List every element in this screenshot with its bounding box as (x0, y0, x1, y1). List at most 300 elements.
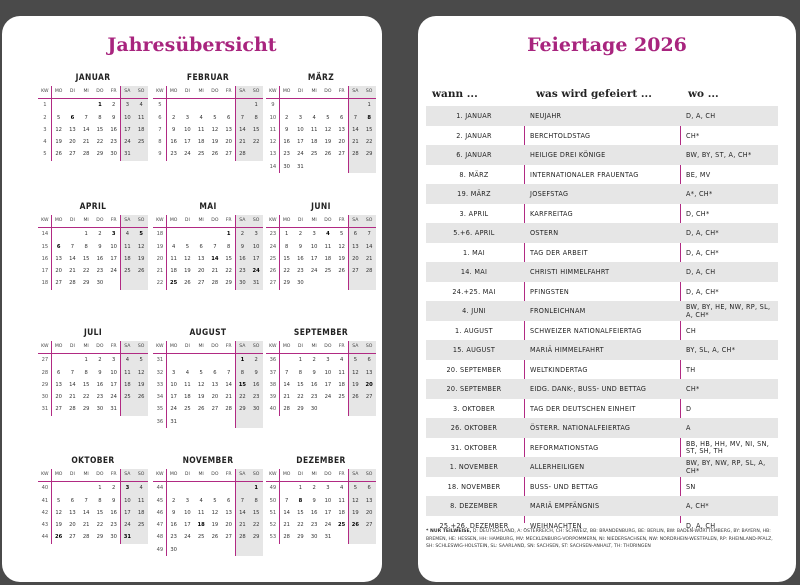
day-cell: 7 (349, 112, 363, 124)
holiday-regions: CH* (686, 130, 700, 140)
day-cell: 11 (310, 126, 318, 133)
day-cell: 29 (82, 406, 90, 413)
weekday-header: MI (307, 469, 321, 482)
holiday-regions: D, CH* (686, 208, 710, 218)
day-cell: 18 (338, 509, 345, 516)
month-calendar (153, 72, 263, 161)
day-cell: 21 (211, 268, 219, 275)
day-cell (208, 482, 222, 494)
day-cell: 8 (84, 243, 88, 250)
day-cell: 5 (213, 497, 217, 504)
day-cell: 14 (211, 255, 219, 262)
weekday-header: SO (362, 215, 376, 228)
day-cell: 8 (84, 369, 88, 376)
grid-line (120, 469, 121, 544)
month-name: AUGUST (189, 327, 227, 337)
day-cell: 13 (197, 255, 205, 262)
grid-line (348, 469, 349, 544)
day-cell: 19 (349, 379, 363, 391)
day-cell: 21 (236, 519, 250, 531)
week-number: 23 (269, 231, 277, 238)
day-cell: 20 (69, 522, 76, 529)
table-row (426, 204, 778, 224)
day-cell: 14 (82, 126, 90, 133)
week-number: 34 (156, 394, 164, 401)
day-cell: 1 (98, 102, 102, 109)
day-cell: 1 (298, 485, 303, 492)
weekday-header: MO (280, 215, 294, 228)
week-number: 28 (41, 369, 49, 376)
day-cell: 5 (213, 114, 217, 121)
day-cell: 23 (283, 151, 290, 158)
week-number: 15 (41, 243, 49, 250)
day-cell: 28 (225, 406, 232, 413)
day-cell: 30 (110, 151, 117, 158)
day-cell: 25 (121, 391, 135, 403)
table-row (426, 360, 778, 380)
day-cell: 27 (349, 265, 363, 277)
day-cell: 13 (55, 381, 62, 388)
holiday-regions: D, A, CH (686, 267, 716, 276)
day-cell: 12 (197, 381, 205, 388)
day-cell: 15 (96, 509, 104, 516)
day-cell: 23 (96, 268, 104, 275)
day-cell: 8 (98, 497, 102, 504)
weekday-header: DI (294, 341, 308, 354)
day-cell: 23 (310, 522, 318, 529)
table-row (426, 321, 778, 341)
day-cell: 29 (96, 151, 104, 158)
table-row (426, 106, 778, 126)
day-cell: 18 (197, 139, 205, 146)
year-overview-panel (2, 16, 382, 582)
day-cell: 13 (225, 509, 232, 516)
weekday-header: SO (249, 469, 263, 482)
day-cell: 19 (211, 522, 219, 529)
day-cell: 31 (297, 163, 304, 170)
weekday-header: SO (134, 469, 148, 482)
day-cell (181, 544, 195, 556)
day-cell: 27 (225, 534, 232, 541)
day-cell: 17 (170, 394, 177, 401)
day-cell: 4 (134, 99, 148, 111)
holiday-date: 14. MAI (460, 267, 488, 277)
day-cell: 30 (236, 277, 250, 289)
day-cell: 19 (55, 139, 62, 146)
day-cell: 27 (197, 280, 205, 287)
month-name: JANUAR (75, 72, 111, 82)
grid-line (166, 469, 167, 556)
week-number: 45 (156, 497, 164, 504)
day-cell: 24 (121, 519, 135, 531)
day-cell: 19 (55, 522, 62, 529)
week-number: 43 (41, 522, 49, 529)
day-cell: 29 (236, 403, 250, 415)
day-cell: 28 (283, 406, 290, 413)
week-number: 37 (269, 369, 277, 376)
weekday-header: DI (181, 86, 195, 99)
week-number: 5 (158, 102, 162, 109)
day-cell: 11 (197, 126, 205, 133)
day-cell: 9 (312, 369, 316, 376)
day-cell (134, 148, 148, 160)
weekday-header: MI (307, 341, 321, 354)
day-cell: 20 (211, 394, 219, 401)
month-grid (266, 215, 376, 290)
weekday-header: MI (307, 215, 321, 228)
day-cell: 1 (84, 231, 88, 238)
day-cell (66, 228, 80, 240)
month-name: MAI (199, 201, 217, 211)
day-cell: 10 (121, 112, 135, 124)
table-row (426, 126, 778, 146)
day-cell: 13 (338, 126, 345, 133)
day-cell: 4 (199, 114, 203, 121)
grid-line (120, 215, 121, 290)
weekday-header: SA (121, 341, 135, 354)
weekday-header: DO (93, 469, 107, 482)
week-number: 12 (269, 139, 277, 146)
day-cell: 11 (134, 495, 148, 507)
month-name: JULI (83, 327, 103, 337)
grid-line (279, 215, 280, 290)
week-number: 35 (156, 406, 164, 413)
weekday-header: MO (167, 341, 181, 354)
day-cell: 31 (249, 277, 263, 289)
day-cell: 10 (249, 241, 263, 253)
day-cell: 15 (249, 124, 263, 136)
weekday-header: MO (52, 341, 66, 354)
day-cell: 27 (69, 151, 76, 158)
day-cell: 8 (284, 243, 289, 250)
footnote (426, 528, 781, 551)
day-cell (335, 403, 349, 415)
week-number: 42 (41, 509, 49, 516)
holiday-regions: D, A, CH* (686, 228, 719, 237)
day-cell: 8 (249, 495, 263, 507)
table-row (426, 438, 778, 458)
grid-line (166, 215, 167, 290)
day-cell: 5 (339, 231, 344, 238)
day-cell: 2 (312, 485, 316, 492)
holidays-title: Feiertage 2026 (527, 34, 687, 56)
week-number: 52 (269, 522, 277, 529)
week-number: 49 (156, 546, 164, 553)
month-grid (38, 341, 148, 416)
day-cell: 22 (225, 268, 232, 275)
day-cell: 2 (111, 102, 116, 109)
day-cell (222, 544, 236, 556)
day-cell: 27 (338, 151, 345, 158)
holiday-name: PFINGSTEN (530, 286, 570, 296)
day-cell (335, 531, 349, 543)
grid-line (348, 341, 349, 416)
weekday-header: DO (321, 469, 335, 482)
day-cell: 20 (55, 268, 62, 275)
day-cell (321, 161, 335, 173)
day-cell (236, 99, 250, 111)
day-cell: 25 (197, 151, 205, 158)
month-calendar (38, 327, 148, 416)
table-row (426, 399, 778, 419)
holiday-regions: A (686, 423, 691, 432)
day-cell: 20 (338, 139, 345, 146)
day-cell: 15 (82, 255, 90, 262)
day-cell: 12 (55, 126, 62, 133)
holiday-name: NEUJAHR (530, 111, 562, 121)
day-cell (349, 99, 363, 111)
month-name: SEPTEMBER (293, 327, 349, 337)
weekday-header: KW (266, 469, 280, 482)
day-cell: 21 (82, 522, 90, 529)
holiday-name: WEIHNACHTEN (530, 520, 582, 530)
day-cell (194, 416, 208, 428)
holiday-date: 3. APRIL (459, 208, 489, 218)
week-number: 18 (41, 280, 49, 287)
day-cell: 17 (184, 522, 191, 529)
day-cell (66, 482, 80, 494)
day-cell: 23 (310, 394, 318, 401)
week-number: 27 (41, 357, 49, 364)
table-row (426, 145, 778, 165)
day-cell: 10 (110, 369, 117, 376)
table-row (426, 243, 778, 263)
holiday-regions: BY, SL, A, CH* (686, 345, 736, 354)
day-cell: 27 (55, 406, 62, 413)
day-cell: 16 (96, 255, 104, 262)
holiday-date: 19. MÄRZ (457, 189, 491, 199)
day-cell: 14 (362, 241, 376, 253)
weekday-header: MO (280, 341, 294, 354)
weekday-header: KW (153, 469, 167, 482)
day-cell: 6 (362, 482, 376, 494)
day-cell: 22 (96, 522, 104, 529)
day-cell (321, 99, 335, 111)
day-cell: 29 (297, 534, 304, 541)
weekday-header: DO (321, 86, 335, 99)
day-cell: 10 (184, 126, 191, 133)
weekday-header: FR (222, 341, 236, 354)
day-cell: 8 (362, 112, 376, 124)
weekday-header: DO (93, 341, 107, 354)
day-cell: 13 (225, 126, 232, 133)
week-number: 21 (156, 268, 164, 275)
day-cell: 30 (310, 534, 318, 541)
grid-line (51, 215, 52, 290)
day-cell: 21 (225, 394, 232, 401)
day-cell (181, 354, 195, 366)
week-number: 44 (41, 534, 49, 541)
day-cell: 17 (324, 381, 332, 388)
grid-line (120, 341, 121, 416)
day-cell: 20 (349, 253, 363, 265)
column-header-what: was wird gefeiert ... (536, 88, 652, 100)
grid-line (120, 86, 121, 161)
day-cell: 1 (226, 231, 231, 238)
day-cell: 21 (69, 268, 76, 275)
day-cell (335, 99, 349, 111)
weekday-header: SA (236, 86, 250, 99)
week-number: 36 (269, 357, 277, 364)
day-cell (236, 544, 250, 556)
day-cell: 5 (326, 114, 330, 121)
day-cell: 19 (324, 139, 332, 146)
weekday-header: MO (167, 86, 181, 99)
holiday-regions: D, A, CH* (686, 286, 719, 296)
week-number: 13 (269, 151, 277, 158)
week-number: 25 (269, 255, 277, 262)
day-cell: 30 (96, 280, 104, 287)
day-cell: 19 (134, 379, 148, 391)
weekday-header: SA (236, 215, 250, 228)
table-row (426, 457, 778, 477)
day-cell: 6 (362, 354, 376, 366)
weekday-header: SA (349, 341, 363, 354)
holiday-date: 5.+6. APRIL (453, 228, 495, 238)
weekday-header: MO (167, 215, 181, 228)
day-cell: 17 (297, 139, 304, 146)
day-cell: 13 (362, 367, 376, 379)
day-cell (52, 228, 66, 240)
day-cell: 26 (197, 406, 205, 413)
week-number: 38 (269, 381, 277, 388)
day-cell: 7 (84, 114, 88, 121)
day-cell: 24 (184, 151, 191, 158)
table-row (426, 340, 778, 360)
week-number: 18 (156, 231, 164, 238)
holiday-regions: BW, BY, HE, NW, RP, SL, A, CH* (686, 302, 771, 319)
weekday-header: DI (294, 469, 308, 482)
day-cell: 28 (69, 280, 76, 287)
day-cell: 8 (226, 243, 231, 250)
day-cell: 4 (339, 357, 344, 364)
day-cell: 25 (134, 519, 148, 531)
day-cell: 29 (225, 280, 232, 287)
day-cell: 17 (184, 139, 191, 146)
day-cell: 7 (236, 112, 250, 124)
day-cell (335, 277, 349, 289)
week-number: 26 (269, 268, 277, 275)
day-cell: 30 (283, 163, 290, 170)
holiday-name: TAG DER ARBEIT (530, 247, 588, 257)
weekday-header: MI (194, 341, 208, 354)
holiday-regions: BB, HB, HH, MV, NI, SN, ST, SH, TH (686, 438, 770, 456)
holidays-table-header (432, 88, 786, 104)
weekday-header: MI (194, 469, 208, 482)
weekday-header: KW (266, 215, 280, 228)
day-cell: 10 (324, 497, 332, 504)
day-cell: 15 (283, 255, 290, 262)
weekday-header: MO (280, 86, 294, 99)
week-number: 48 (156, 534, 164, 541)
day-cell: 28 (362, 265, 376, 277)
weekday-header: FR (335, 215, 349, 228)
day-cell: 24 (121, 136, 135, 148)
day-cell: 3 (298, 114, 303, 121)
grid-line (235, 469, 236, 556)
day-cell: 19 (338, 255, 345, 262)
day-cell: 12 (184, 255, 191, 262)
day-cell: 25 (338, 522, 346, 529)
day-cell (181, 482, 195, 494)
month-name: FEBRUAR (186, 72, 230, 82)
week-number: 51 (269, 509, 277, 516)
month-calendar (266, 201, 376, 290)
holiday-regions: BW, BY, ST, A, CH* (686, 150, 752, 159)
day-cell (208, 228, 222, 240)
day-cell: 22 (82, 268, 90, 275)
day-cell: 4 (121, 228, 135, 240)
day-cell: 6 (339, 114, 344, 121)
grid-line (279, 341, 280, 416)
day-cell: 23 (297, 268, 304, 275)
day-cell: 23 (170, 151, 177, 158)
day-cell: 29 (297, 406, 304, 413)
week-number: 31 (156, 357, 164, 364)
holiday-regions: D, A, CH (686, 111, 716, 120)
holiday-date: 20. SEPTEMBER (446, 364, 502, 374)
day-cell: 18 (134, 507, 148, 519)
day-cell: 14 (349, 124, 363, 136)
day-cell: 25 (197, 534, 205, 541)
day-cell: 13 (211, 381, 219, 388)
weekday-header: MI (79, 86, 93, 99)
day-cell: 24 (184, 534, 191, 541)
grid-line (348, 86, 349, 173)
day-cell: 29 (283, 280, 290, 287)
holiday-name: REFORMATIONSTAG (530, 442, 599, 452)
day-cell: 26 (211, 534, 219, 541)
day-cell (52, 99, 66, 111)
weekday-header: KW (38, 86, 52, 99)
day-cell: 10 (184, 509, 191, 516)
holiday-date: 1. NOVEMBER (449, 462, 499, 472)
table-row (426, 301, 778, 321)
day-cell: 20 (225, 522, 232, 529)
day-cell: 13 (349, 241, 363, 253)
day-cell: 5 (185, 243, 190, 250)
month-grid (266, 469, 376, 544)
day-cell: 25 (134, 136, 148, 148)
week-number: 11 (269, 126, 277, 133)
day-cell: 14 (236, 124, 250, 136)
day-cell: 29 (96, 534, 104, 541)
day-cell: 29 (249, 531, 263, 543)
weekday-header: KW (266, 86, 280, 99)
month-calendar (153, 327, 263, 428)
day-cell: 11 (197, 509, 205, 516)
day-cell: 21 (362, 253, 376, 265)
day-cell: 16 (96, 381, 104, 388)
week-number: 9 (158, 151, 162, 158)
day-cell (208, 354, 222, 366)
day-cell: 21 (283, 394, 290, 401)
day-cell: 17 (110, 255, 117, 262)
day-cell: 19 (134, 253, 148, 265)
day-cell (307, 161, 321, 173)
week-number: 19 (156, 243, 164, 250)
day-cell: 5 (56, 497, 61, 504)
holiday-date: 1. MAI (463, 247, 485, 257)
day-cell (349, 277, 363, 289)
holiday-regions: A, CH* (686, 501, 709, 510)
day-cell: 4 (121, 354, 135, 366)
day-cell: 12 (134, 241, 148, 253)
day-cell: 24 (310, 268, 318, 275)
day-cell: 7 (70, 243, 75, 250)
holiday-name: MARIÄ EMPFÄNGNIS (530, 501, 600, 511)
day-cell (194, 354, 208, 366)
